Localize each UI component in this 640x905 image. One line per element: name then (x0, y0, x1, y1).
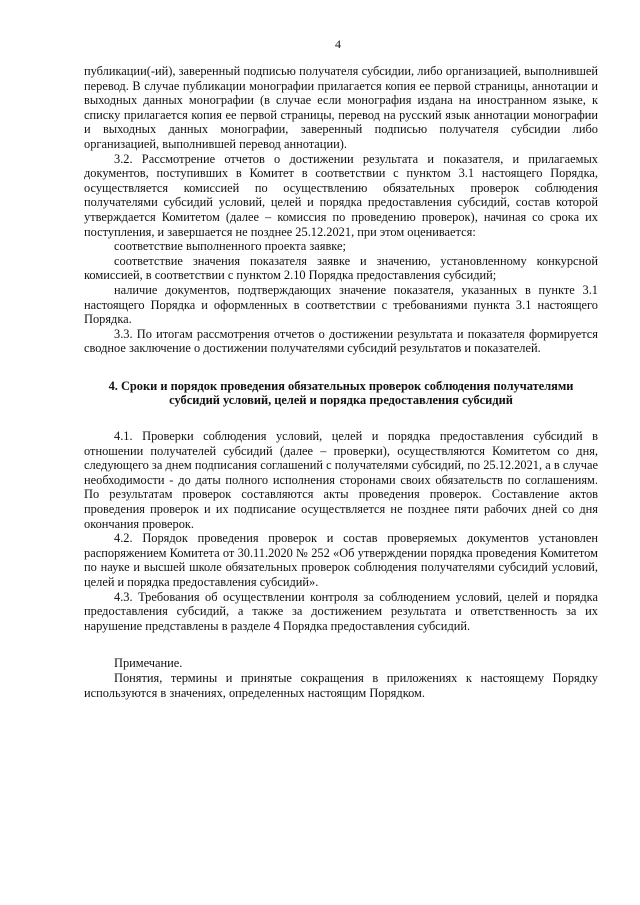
document-body (84, 64, 598, 700)
note-title: Примечание. (114, 656, 183, 671)
paragraph-3-2: 3.2. Рассмотрение отчетов о достижении результата и показателя, и прилагаемых документов, поступивших в Комитет в соответствии с пунктом 3.1 настоящего Порядка, осуществляется комиссией по осуществлению обязательных проверок соблюдения получателями субсидий условий, целей и порядка предоставления субсидий, состав которой утверждается Комитетом (далее – комиссия по проведению проверок), начиная со срока их поступления, и завершается не позднее 25.12.2021, при этом оценивается: (84, 151, 598, 239)
section-4-heading: 4. Сроки и порядок проведения обязательных проверок соблюдения получателями субсидий условий, целей и порядка предоставления субсидий (108, 378, 574, 408)
paragraph-3-2-item-1: соответствие выполненного проекта заявке; (114, 239, 346, 254)
paragraph-intro: публикации(-ий), заверенный подписью получателя субсидии, либо организацией, выполнившей перевод. В случае публикации монографии прилагается копия ее первой страницы, аннотации и выходных данных монографии (в случае если монография издана на иностранном языке, к списку прилагается копия ее первой страницы, перевод на русский язык аннотации монографии и выходных данных монографии, заверенный подписью получателя субсидии либо организацией, выполнившей перевод аннотации). (84, 64, 598, 151)
paragraph-3-2-item-2: соответствие значения показателя заявке и значению, установленному конкурсной комиссией, в соответствии с пунктом 2.10 Порядка предоставления субсидий; (84, 253, 598, 283)
page-number: 4 (335, 37, 341, 51)
paragraph-3-3: 3.3. По итогам рассмотрения отчетов о достижении результата и показателя формируется сводное заключение о достижении получателями субсидий результатов и показателей. (84, 326, 598, 356)
paragraph-4-1: 4.1. Проверки соблюдения условий, целей и порядка предоставления субсидий в отношении получателей субсидий (далее – проверки), осуществляются Комитетом со дня, следующего за днем подписания соглашений с получателями субсидий, по 25.12.2021, а в случае необходимости - до даты полного исполнения сторонами своих обязательств по соглашениям. По результатам проверок составляются акты проведения проверок. Составление актов проведения проверок и их подписание осуществляется не позднее пяти рабочих дней со дня окончания проверок. (84, 429, 598, 531)
paragraph-4-2: 4.2. Порядок проведения проверок и состав проверяемых документов установлен распоряжением Комитета от 30.11.2020 № 252 «Об утверждении порядка проведения Комитетом по науке и высшей школе обязательных проверок соблюдения получателями субсидий условий, целей и порядка предоставления субсидий». (84, 531, 598, 589)
paragraph-4-3: 4.3. Требования об осуществлении контроля за соблюдением условий, целей и порядка предоставления субсидий, а также за достижением результата и ответственность за их нарушение представлены в разделе 4 Порядка предоставления субсидий. (84, 589, 598, 633)
note-text: Понятия, термины и принятые сокращения в приложениях к настоящему Порядку используются в значениях, определенных настоящим Порядком. (84, 670, 598, 700)
paragraph-3-2-item-3: наличие документов, подтверждающих значение показателя, указанных в пункте 3.1 настоящего Порядка и оформленных в соответствии с требованиями пункта 3.1 настоящего Порядка. (84, 282, 598, 327)
